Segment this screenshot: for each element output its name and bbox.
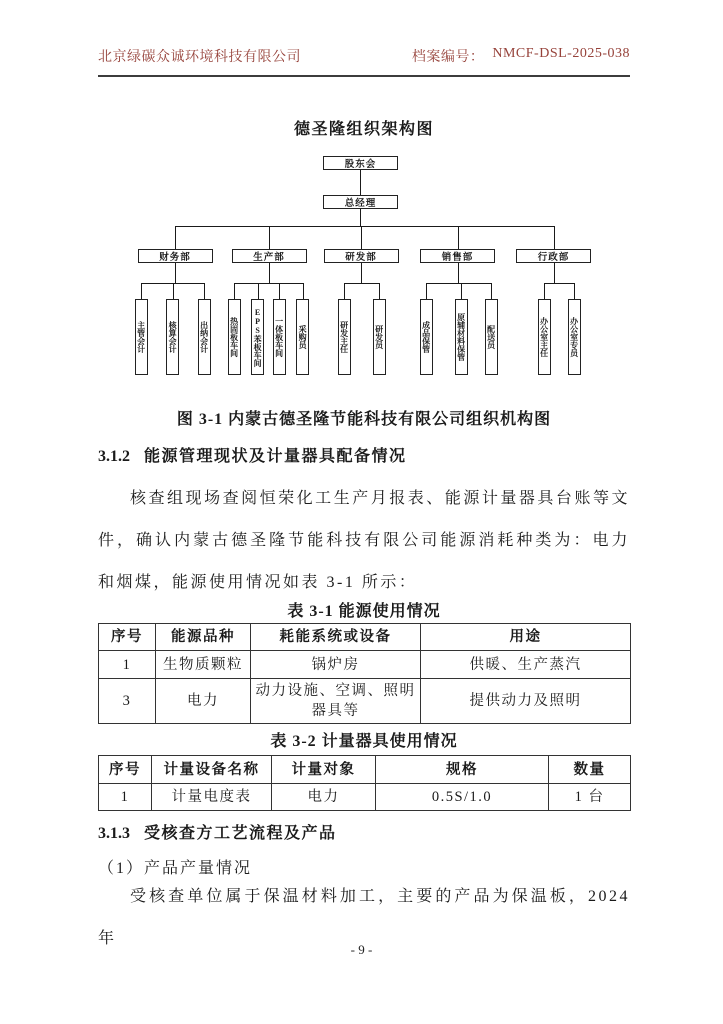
org-chart-title: 德圣隆组织架构图 [293, 121, 434, 138]
section-title: 受核查方工艺流程及产品 [144, 825, 337, 842]
org-box-sales-dept: 销售部 [420, 249, 495, 263]
org-box-cashier: 出纳会计 [198, 299, 211, 375]
cell-seq: 1 [99, 784, 152, 811]
table-row [99, 651, 631, 679]
column-header: 规格 [376, 756, 549, 784]
cell-device-name: 计量电度表 [152, 784, 272, 811]
org-box-rnd-director: 研发主任 [338, 299, 351, 375]
connector-line [426, 283, 427, 299]
archive-number: NMCF-DSL-2025-038 [492, 46, 630, 61]
connector-line [234, 283, 235, 299]
connector-line [361, 226, 362, 249]
section-title: 能源管理现状及计量器具配备情况 [144, 448, 407, 465]
connector-line [426, 283, 491, 284]
org-box-purchaser: 采购员 [296, 299, 309, 375]
header-company-name: 北京绿碳众诚环境科技有限公司 [98, 50, 301, 65]
org-chart [98, 140, 630, 392]
archive-label: 档案编号： [411, 50, 485, 65]
paragraph-product: 受核查单位属于保温材料加工，主要的产品为保温板，2024 年 [98, 888, 630, 947]
connector-line [175, 226, 176, 249]
column-header: 计量对象 [272, 756, 376, 784]
connector-line [461, 283, 462, 299]
paragraph-energy: 核查组现场查阅恒荣化工生产月报表、能源计量器具台账等文件，确认内蒙古德圣隆节能科技有限公司能源消耗种类为：电力和烟煤，能源使用情况如表 3-1 所示： [98, 490, 630, 591]
table-3-1-title: 表 3-1 能源使用情况 [287, 603, 441, 620]
column-header: 序号 [99, 624, 156, 651]
connector-line [554, 226, 555, 249]
org-box-finance-dept: 财务部 [138, 249, 213, 263]
page-number: - 9 - [350, 942, 373, 957]
connector-line [361, 263, 362, 283]
org-box-material-keeper: 原辅材料保管 [455, 299, 468, 375]
table-row [99, 679, 631, 724]
cell-measure-target: 电力 [272, 784, 376, 811]
org-box-eps-workshop: EPS苯板车间 [251, 299, 264, 375]
org-box-accounting: 核算会计 [166, 299, 179, 375]
cell-usage: 供暖、生产蒸汽 [421, 651, 631, 679]
connector-line [379, 283, 380, 299]
org-box-admin-dept: 行政部 [516, 249, 591, 263]
section-number: 3.1.3 [98, 825, 130, 842]
table-3-1 [98, 623, 631, 724]
table-row [99, 784, 631, 811]
cell-system: 动力设施、空调、照明器具等 [251, 679, 421, 724]
cell-seq: 3 [99, 679, 156, 724]
connector-line [360, 170, 361, 195]
column-header: 计量设备名称 [152, 756, 272, 784]
connector-line [458, 226, 459, 249]
list-item-product-output: （1）产品产量情况 [98, 860, 253, 877]
cell-energy-type: 电力 [156, 679, 251, 724]
connector-line [279, 283, 280, 299]
table-3-2 [98, 755, 631, 811]
org-box-panel-workshop: 一体板车间 [273, 299, 286, 375]
org-box-office-director: 办公室主任 [538, 299, 551, 375]
section-heading-313 [98, 820, 630, 843]
connector-line [344, 283, 345, 299]
connector-line [491, 283, 492, 299]
org-box-office-specialist: 办公室专员 [568, 299, 581, 375]
cell-spec: 0.5S/1.0 [376, 784, 549, 811]
document-header [98, 46, 630, 77]
connector-line [175, 263, 176, 283]
column-header: 能源品种 [156, 624, 251, 651]
org-box-delivery: 配送员 [485, 299, 498, 375]
org-box-chief-accountant: 主管会计 [135, 299, 148, 375]
cell-usage: 提供动力及照明 [421, 679, 631, 724]
column-header: 用途 [421, 624, 631, 651]
org-box-rnd-staff: 研发员 [373, 299, 386, 375]
org-box-product-keeper: 成品保管 [420, 299, 433, 375]
cell-system: 锅炉房 [251, 651, 421, 679]
connector-line [141, 283, 142, 299]
org-box-rnd-dept: 研发部 [324, 249, 399, 263]
connector-line [269, 263, 270, 283]
connector-line [204, 283, 205, 299]
table-header-row [99, 756, 631, 784]
connector-line [544, 283, 545, 299]
connector-line [554, 263, 555, 283]
table-3-2-title: 表 3-2 计量器具使用情况 [270, 733, 458, 750]
connector-line [269, 226, 270, 249]
connector-line [175, 226, 554, 227]
section-number: 3.1.2 [98, 448, 130, 465]
org-box-production-dept: 生产部 [232, 249, 307, 263]
column-header: 耗能系统或设备 [251, 624, 421, 651]
cell-quantity: 1 台 [549, 784, 631, 811]
connector-line [360, 209, 361, 226]
header-archive [412, 46, 630, 66]
figure-caption: 图 3-1 内蒙古德圣隆节能科技有限公司组织机构图 [176, 411, 552, 428]
connector-line [258, 283, 259, 299]
org-box-thermoset-workshop: 热固板车间 [228, 299, 241, 375]
connector-line [173, 283, 174, 299]
section-heading-312 [98, 443, 630, 466]
org-box-shareholders: 股东会 [323, 156, 398, 170]
connector-line [303, 283, 304, 299]
cell-seq: 1 [99, 651, 156, 679]
connector-line [344, 283, 379, 284]
cell-energy-type: 生物质颗粒 [156, 651, 251, 679]
org-box-general-manager: 总经理 [323, 195, 398, 209]
connector-line [544, 283, 574, 284]
connector-line [234, 283, 303, 284]
column-header: 序号 [99, 756, 152, 784]
table-header-row [99, 624, 631, 651]
connector-line [458, 263, 459, 283]
column-header: 数量 [549, 756, 631, 784]
connector-line [574, 283, 575, 299]
